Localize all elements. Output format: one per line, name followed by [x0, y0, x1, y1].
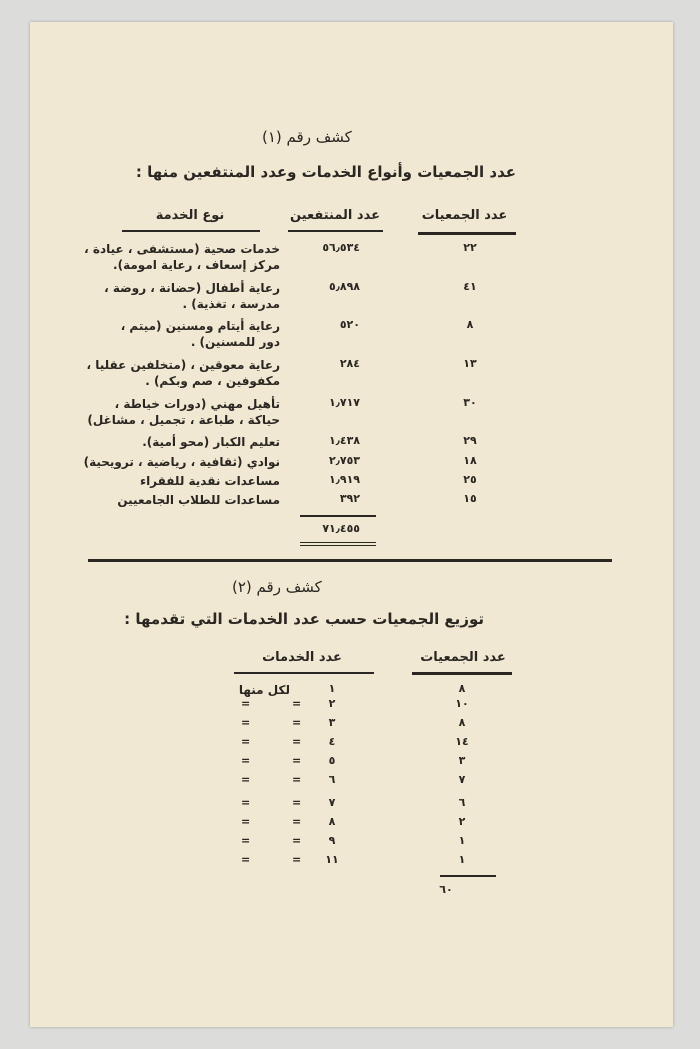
row5-service	[87, 396, 280, 428]
row2-beneficiaries: ٥٫٨٩٨	[329, 280, 360, 293]
row6-associations: ٢٩	[463, 434, 477, 447]
t2-row6-ditto-a: =	[292, 773, 302, 786]
t2-row3-ditto-b: =	[241, 716, 251, 729]
row2-associations: ٤١	[463, 280, 477, 293]
row4-associations: ١٣	[463, 357, 477, 370]
row1-service-line1: خدمات صحية (مستشفى ، عيادة ،	[84, 242, 280, 256]
header-service-underline	[122, 230, 260, 232]
t2-row8-services: ٨	[328, 815, 336, 828]
t2-row10-ditto-a: =	[292, 853, 302, 866]
t2-row7-ditto-b: =	[241, 796, 251, 809]
section-divider	[88, 559, 612, 562]
t2-row5-services: ٥	[328, 754, 336, 767]
row7-beneficiaries: ٢٫٧٥٣	[329, 454, 360, 467]
t2-row2-associations: ١٠	[455, 697, 469, 710]
row9-service	[100, 492, 280, 508]
t2-row9-associations: ١	[458, 834, 466, 847]
statement1-subtitle: عدد الجمعيات وأنواع الخدمات وعدد المنتفعين منها :	[135, 163, 516, 181]
t2-row6-ditto-b: =	[241, 773, 251, 786]
t2-row10-associations: ١	[458, 853, 466, 866]
total-rule	[300, 515, 376, 517]
t2-row2-ditto-a: =	[292, 697, 302, 710]
row9-associations: ١٥	[463, 492, 477, 505]
row8-associations: ٢٥	[463, 473, 477, 486]
row3-service-line1: رعاية أيتام ومسنين (ميتم ،	[120, 319, 280, 333]
row8-service	[100, 473, 280, 489]
t2-row10-services: ١١	[325, 853, 339, 866]
t2-row1-label: لكل منها	[238, 683, 290, 697]
statement2-subtitle: توزيع الجمعيات حسب عدد الخدمات التي تقدمها :	[124, 610, 484, 628]
header-associations: عدد الجمعيات	[421, 208, 508, 223]
header-beneficiaries-underline	[288, 230, 383, 232]
t2-row3-associations: ٨	[458, 716, 466, 729]
row4-service-line1: رعاية معوقين ، (متخلفين عقليا ،	[86, 358, 280, 372]
row4-service-line2: مكفوفين ، صم وبكم) .	[145, 374, 280, 388]
header2-associations: عدد الجمعيات	[420, 650, 506, 665]
row4-service	[86, 357, 280, 389]
header2-associations-underline	[412, 672, 512, 675]
row7-associations: ١٨	[463, 454, 477, 467]
t2-row8-ditto-a: =	[292, 815, 302, 828]
row1-beneficiaries: ٥٦٫٥٣٤	[322, 241, 360, 254]
row1-associations: ٢٢	[463, 241, 477, 254]
header2-services: عدد الخدمات	[262, 650, 342, 665]
row2-service-line2: مدرسة ، تغذية) .	[182, 297, 280, 311]
row6-beneficiaries: ١٫٤٣٨	[329, 434, 360, 447]
t2-row7-ditto-a: =	[292, 796, 302, 809]
row8-beneficiaries: ١٫٩١٩	[329, 473, 360, 486]
statement1-title: كشف رقم (١)	[262, 128, 352, 146]
row2-service-line1: رعاية أطفال (حضانة ، روضة ،	[104, 281, 280, 295]
row3-service-line2: دور للمسنين) .	[190, 335, 280, 349]
header-service-type: نوع الخدمة	[155, 208, 225, 223]
t2-total-rule	[440, 875, 496, 877]
row7-service-line1: نوادي (ثقافية ، رياضية ، ترويحية)	[83, 455, 280, 469]
row7-service	[83, 454, 280, 470]
t2-row8-ditto-b: =	[241, 815, 251, 828]
t2-row4-ditto-b: =	[241, 735, 251, 748]
row9-beneficiaries: ٣٩٢	[339, 492, 360, 505]
t2-row3-ditto-a: =	[292, 716, 302, 729]
row3-beneficiaries: ٥٢٠	[339, 318, 360, 331]
header2-services-underline	[234, 672, 374, 674]
t2-row4-services: ٤	[328, 735, 336, 748]
row6-service	[100, 434, 280, 450]
t2-row5-ditto-a: =	[292, 754, 302, 767]
statement2-title: كشف رقم (٢)	[232, 578, 322, 596]
row1-service	[84, 241, 280, 273]
row2-service	[100, 280, 280, 312]
t2-row7-associations: ٦	[458, 796, 466, 809]
row9-service-line1: مساعدات للطلاب الجامعيين	[117, 493, 280, 507]
t2-row4-ditto-a: =	[292, 735, 302, 748]
row5-service-line1: تأهيل مهني (دورات خياطة ،	[114, 397, 280, 411]
t2-row1-services: ١	[328, 682, 336, 695]
row5-service-line2: حياكة ، طباعة ، تجميل ، مشاغل)	[87, 413, 280, 427]
t2-total-associations: ٦٠	[439, 883, 453, 896]
t2-row2-services: ٢	[328, 697, 336, 710]
t2-row1-associations: ٨	[458, 682, 466, 695]
header-beneficiaries: عدد المنتفعين	[290, 208, 380, 223]
row5-beneficiaries: ١٫٧١٧	[329, 396, 360, 409]
row6-service-line1: تعليم الكبار (محو أمية).	[142, 435, 280, 449]
total-beneficiaries: ٧١٫٤٥٥	[322, 522, 360, 535]
row4-beneficiaries: ٢٨٤	[339, 357, 360, 370]
t2-row3-services: ٣	[328, 716, 336, 729]
t2-row5-ditto-b: =	[241, 754, 251, 767]
t2-row4-associations: ١٤	[455, 735, 469, 748]
t2-row9-ditto-a: =	[292, 834, 302, 847]
row3-associations: ٨	[466, 318, 474, 331]
row5-associations: ٣٠	[463, 396, 477, 409]
t2-row9-services: ٩	[328, 834, 336, 847]
t2-row6-services: ٦	[328, 773, 336, 786]
t2-row9-ditto-b: =	[241, 834, 251, 847]
row1-service-line2: مركز إسعاف ، رعاية امومة).	[113, 258, 280, 272]
t2-row2-ditto-b: =	[241, 697, 251, 710]
t2-row7-services: ٧	[328, 796, 336, 809]
row3-service	[100, 318, 280, 350]
row8-service-line1: مساعدات نقدية للفقراء	[139, 474, 280, 488]
total-double-underline	[300, 542, 376, 546]
t2-row8-associations: ٢	[458, 815, 466, 828]
t2-row6-associations: ٧	[458, 773, 466, 786]
header-associations-underline	[418, 232, 516, 235]
t2-row10-ditto-b: =	[241, 853, 251, 866]
t2-row5-associations: ٣	[458, 754, 466, 767]
